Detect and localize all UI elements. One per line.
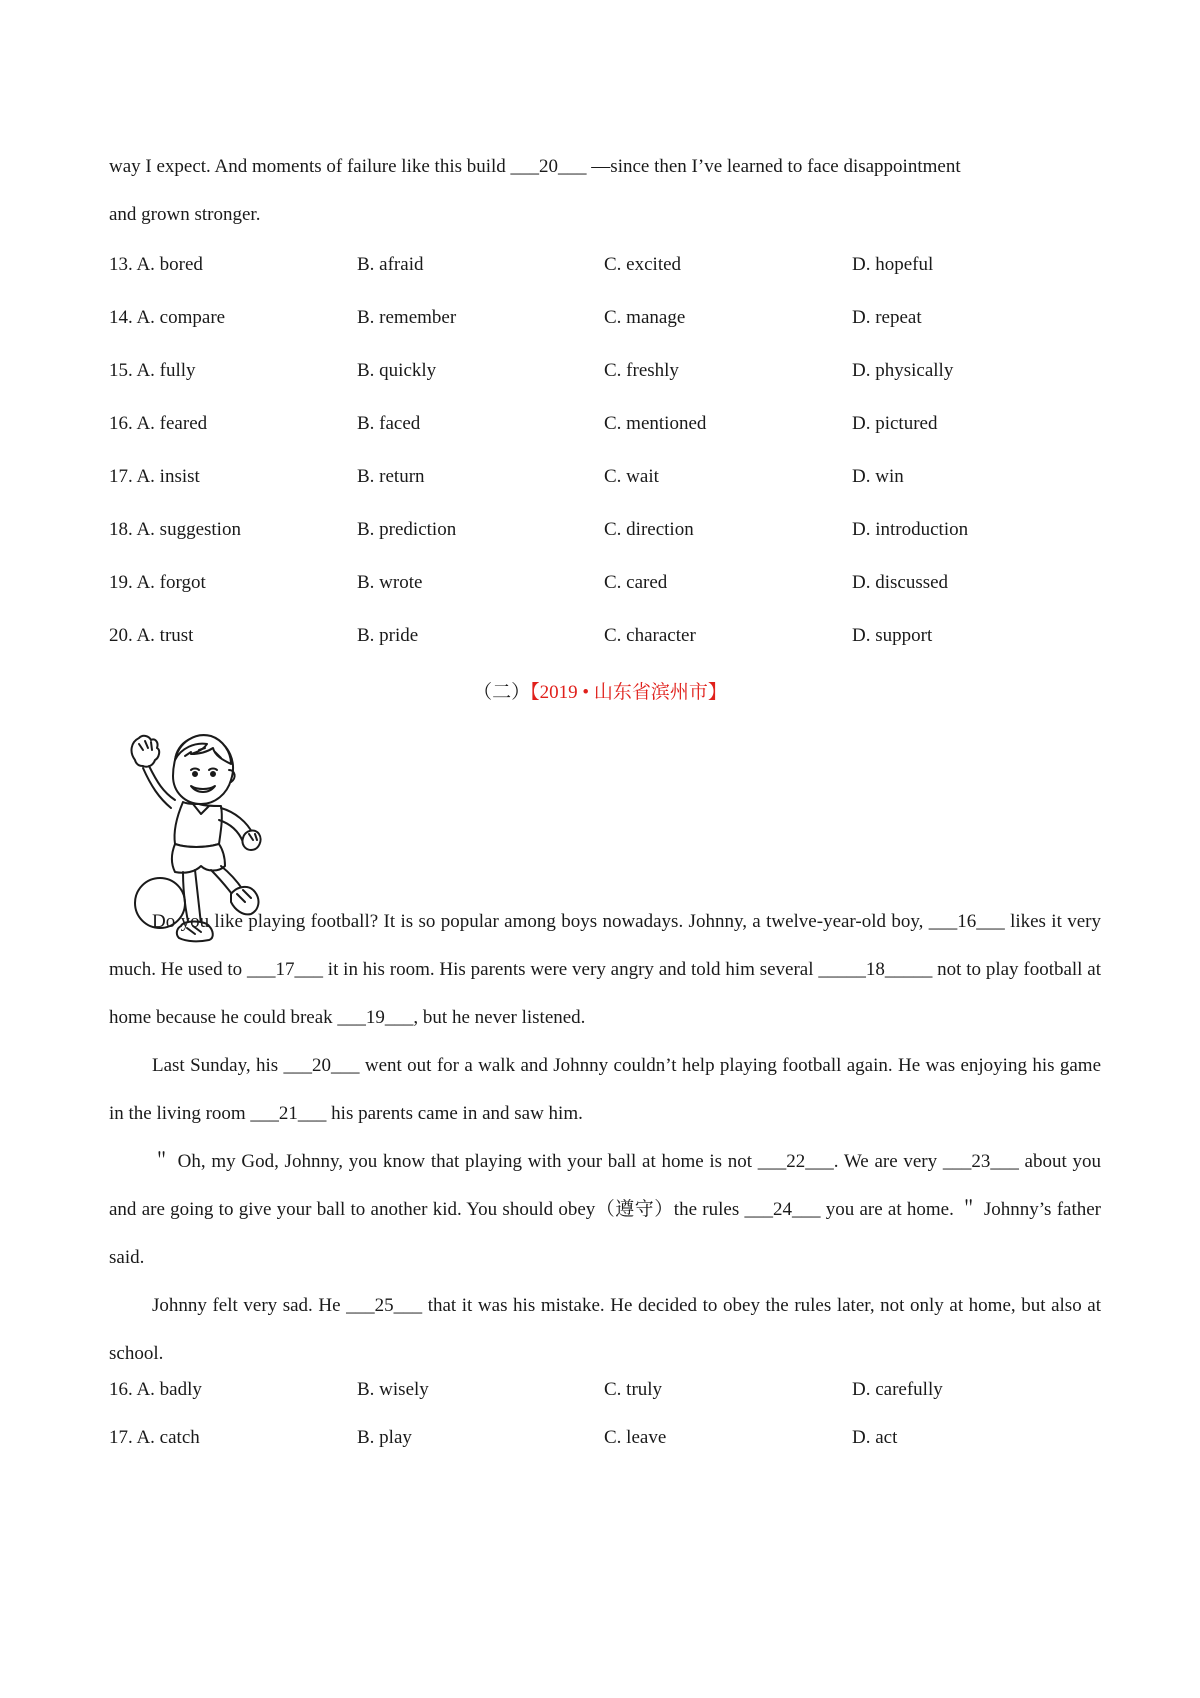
- option-b: B. quickly: [357, 360, 437, 381]
- option-d: D. repeat: [852, 307, 922, 328]
- passage2-paragraph: Do you like playing football? It is so popular among boys nowadays. Johnny, a twelve-year-old boy, ___16___ likes it very much. He used to ___17___ it in his room. His parents were very angry and told him several _____18_____ not to play football at home because he could break ___19___, but he never listened.: [109, 911, 1101, 1028]
- option-c: C. wait: [604, 466, 659, 487]
- option-b: B. wrote: [357, 572, 423, 593]
- option-c: C. manage: [604, 307, 686, 328]
- option-a: 17. A. insist: [109, 466, 200, 487]
- option-a: 18. A. suggestion: [109, 519, 241, 540]
- option-row-16b: [109, 1375, 1101, 1405]
- option-a: 16. A. badly: [109, 1379, 202, 1400]
- option-a: 20. A. trust: [109, 625, 194, 646]
- option-row-19: [109, 568, 1101, 598]
- option-c: C. cared: [604, 572, 668, 593]
- option-b: B. afraid: [357, 254, 424, 275]
- option-row-18: [109, 515, 1101, 545]
- option-c: C. truly: [604, 1379, 663, 1400]
- option-c: C. mentioned: [604, 413, 707, 434]
- section-source: 【2019 • 山东省滨州市】: [530, 682, 727, 703]
- option-d: D. pictured: [852, 413, 938, 434]
- option-b: B. return: [357, 466, 425, 487]
- option-b: B. pride: [357, 625, 419, 646]
- option-d: D. introduction: [852, 519, 969, 540]
- option-a: 14. A. compare: [109, 307, 226, 328]
- option-row-13: [109, 250, 1101, 280]
- option-row-17: [109, 462, 1101, 492]
- option-row-17b: [109, 1423, 1101, 1453]
- option-a: 13. A. bored: [109, 254, 203, 275]
- option-row-16: [109, 409, 1101, 439]
- section-heading: [0, 675, 1200, 711]
- option-d: D. support: [852, 625, 933, 646]
- passage2-paragraph: Johnny felt very sad. He ___25___ that it was his mistake. He decided to obey the rules later, not only at home, but also at school.: [109, 1295, 1101, 1364]
- passage1-line: and grown stronger.: [109, 204, 261, 225]
- option-row-14: [109, 303, 1101, 333]
- option-row-20: [109, 621, 1101, 651]
- option-c: C. freshly: [604, 360, 679, 381]
- section-number: （二）: [473, 682, 531, 703]
- option-a: 16. A. feared: [109, 413, 208, 434]
- option-b: B. faced: [357, 413, 421, 434]
- option-c: C. excited: [604, 254, 682, 275]
- option-a: 19. A. forgot: [109, 572, 206, 593]
- option-d: D. act: [852, 1427, 898, 1448]
- passage2-paragraph: ＂ Oh, my God, Johnny, you know that playing with your ball at home is not ___22___. We are very ___23___ about you and are going to give your ball to another kid. You should obey（遵守）the rules ___24___ you are at home. ＂ Johnny’s father said.: [109, 1151, 1101, 1268]
- passage2-paragraph: Last Sunday, his ___20___ went out for a walk and Johnny couldn’t help playing football again. He was enjoying his game in the living room ___21___ his parents came in and saw him.: [109, 1055, 1101, 1124]
- option-a: 15. A. fully: [109, 360, 196, 381]
- option-d: D. physically: [852, 360, 954, 381]
- option-a: 17. A. catch: [109, 1427, 200, 1448]
- option-d: D. discussed: [852, 572, 949, 593]
- option-c: C. leave: [604, 1427, 667, 1448]
- option-d: D. hopeful: [852, 254, 934, 275]
- option-row-15: [109, 356, 1101, 386]
- option-b: B. prediction: [357, 519, 457, 540]
- option-d: D. win: [852, 466, 904, 487]
- option-c: C. direction: [604, 519, 694, 540]
- option-b: B. remember: [357, 307, 457, 328]
- option-d: D. carefully: [852, 1379, 943, 1400]
- option-c: C. character: [604, 625, 696, 646]
- passage1-line: way I expect. And moments of failure like this build ___20___ —since then I’ve learned to face disappointment: [109, 156, 961, 177]
- option-b: B. play: [357, 1427, 412, 1448]
- option-b: B. wisely: [357, 1379, 429, 1400]
